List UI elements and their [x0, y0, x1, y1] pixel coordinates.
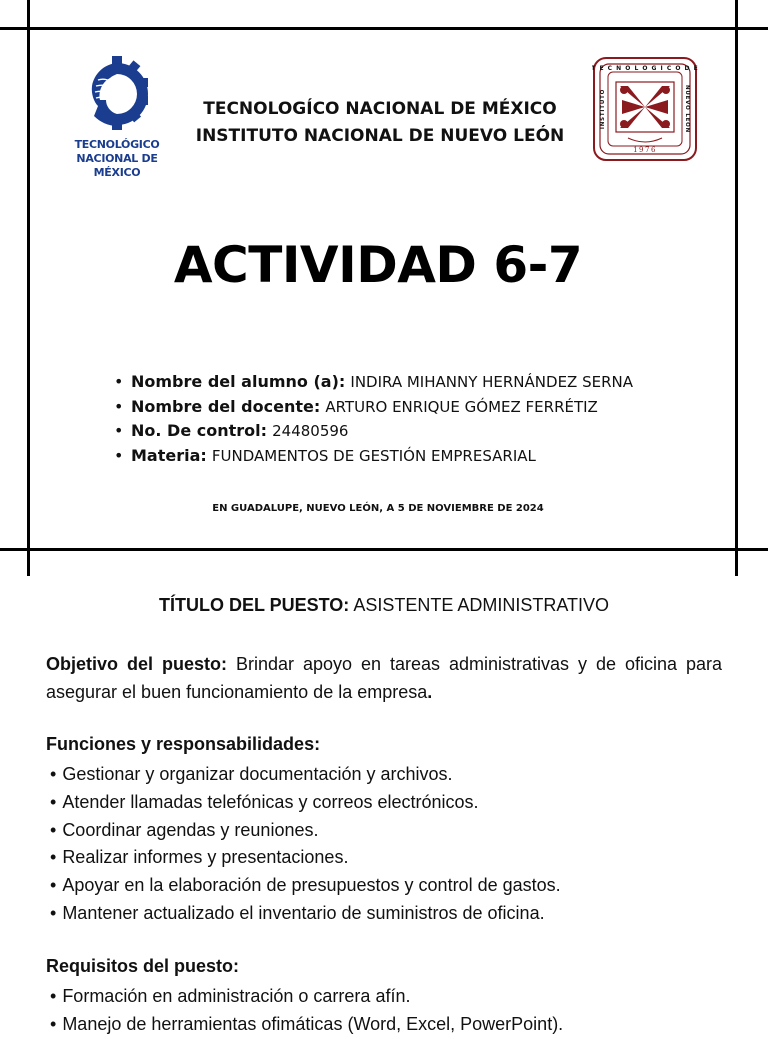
- tecnm-logo-text-1: TECNOLÓGICO: [74, 138, 160, 151]
- job-objective: [46, 651, 722, 706]
- frame-line-right: [735, 0, 738, 576]
- student-info-list: [114, 370, 633, 468]
- info-value: FUNDAMENTOS DE GESTIÓN EMPRESARIAL: [211, 446, 536, 465]
- info-value: INDIRA MIHANNY HERNÁNDEZ SERNA: [350, 373, 633, 391]
- list-item: • Coordinar agendas y reuniones.: [50, 817, 561, 845]
- frame-line-top: [0, 27, 768, 30]
- frame-line-bottom: [0, 548, 768, 551]
- frame-line-left: [27, 0, 30, 576]
- svg-text:T E C N O L O G I C O D E: T E C N O L O G I C O D E: [592, 65, 698, 72]
- svg-text:NUEVO LEON: NUEVO LEON: [684, 84, 690, 134]
- functions-list: [50, 761, 561, 928]
- tecnm-logo-text-2: NACIONAL DE MÉXICO: [76, 152, 158, 179]
- info-teacher: [114, 395, 633, 420]
- info-control-number: [114, 419, 633, 444]
- job-title-label: TÍTULO DEL PUESTO:: [158, 595, 350, 615]
- info-label: Materia:: [131, 445, 207, 465]
- header-line-1: TECNOLOGÍCO NACIONAL DE MÉXICO: [203, 99, 557, 119]
- requirements-list: [50, 983, 563, 1039]
- itnl-shield-icon: [592, 56, 698, 162]
- tecnm-gear-eagle-icon: [86, 56, 148, 136]
- header-line-2: INSTITUTO NACIONAL DE NUEVO LEÓN: [195, 126, 565, 146]
- itnl-logo: [592, 56, 698, 162]
- place-date: EN GUADALUPE, NUEVO LEÓN, A 5 DE NOVIEMBRE DE 2024: [212, 503, 544, 514]
- objective-text: Brindar apoyo en tareas administrativas y de oficina para asegurar el buen funcionamiento de la empresa: [46, 654, 722, 702]
- institution-header: [190, 96, 570, 150]
- list-item: • Formación en administración o carrera afín.: [50, 983, 563, 1011]
- list-item: • Atender llamadas telefónicas y correos electrónicos.: [50, 789, 561, 817]
- info-student: [114, 370, 633, 395]
- info-subject: [114, 444, 633, 469]
- list-item: • Realizar informes y presentaciones.: [50, 844, 561, 872]
- svg-text:INSTITUTO: INSTITUTO: [600, 88, 606, 130]
- tecnm-logo: [56, 56, 178, 179]
- info-label: Nombre del docente:: [131, 396, 321, 416]
- itnl-year: 1976: [633, 146, 657, 154]
- objective-end: .: [427, 681, 433, 702]
- list-item: • Mantener actualizado el inventario de suministros de oficina.: [50, 900, 561, 928]
- functions-heading: Funciones y responsabilidades:: [46, 734, 321, 754]
- info-value: 24480596: [272, 422, 349, 440]
- list-item: • Apoyar en la elaboración de presupuestos y control de gastos.: [50, 872, 561, 900]
- list-item: • Manejo de herramientas ofimáticas (Word, Excel, PowerPoint).: [50, 1011, 563, 1039]
- page-title: ACTIVIDAD 6-7: [173, 236, 583, 294]
- info-value: ARTURO ENRIQUE GÓMEZ FERRÉTIZ: [325, 397, 598, 416]
- requirements-heading: Requisitos del puesto:: [46, 956, 240, 976]
- objective-label: Objetivo del puesto:: [46, 654, 227, 674]
- job-title: [0, 595, 768, 616]
- job-title-value: ASISTENTE ADMINISTRATIVO: [353, 595, 610, 615]
- info-label: Nombre del alumno (a):: [131, 372, 346, 391]
- info-label: No. De control:: [131, 421, 268, 440]
- list-item: • Gestionar y organizar documentación y archivos.: [50, 761, 561, 789]
